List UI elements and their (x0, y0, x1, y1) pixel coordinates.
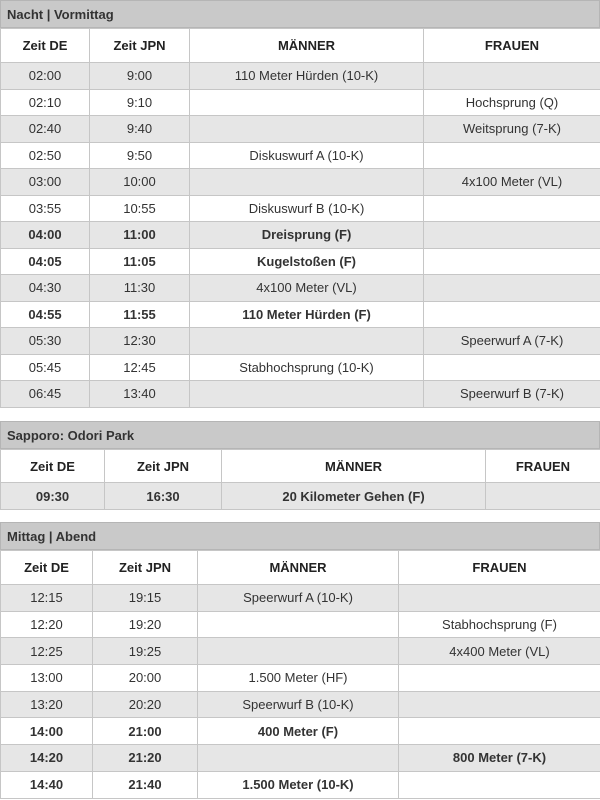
men-event-cell: 1.500 Meter (10-K) (198, 771, 399, 798)
men-event-cell (190, 89, 424, 116)
table-row (1, 718, 600, 745)
time-de-cell: 02:00 (1, 63, 90, 90)
header-zeit-de: Zeit DE (1, 29, 90, 63)
time-jpn-cell: 16:30 (105, 483, 222, 510)
time-de-cell: 02:10 (1, 89, 90, 116)
header-zeit-de: Zeit DE (1, 450, 105, 483)
table-row (1, 63, 600, 90)
table-row (1, 116, 600, 143)
time-de-cell: 09:30 (1, 483, 105, 510)
time-de-cell: 14:40 (1, 771, 93, 798)
men-event-cell (190, 328, 424, 355)
table-row (1, 585, 600, 612)
header-frauen: FRAUEN (486, 450, 600, 483)
table-row (1, 745, 600, 772)
women-event-cell: 4x400 Meter (VL) (399, 638, 600, 665)
time-jpn-cell: 19:15 (93, 585, 198, 612)
time-de-cell: 02:50 (1, 142, 90, 169)
table-row (1, 381, 600, 408)
women-event-cell (424, 142, 600, 169)
schedule-table (0, 449, 600, 510)
table-row (1, 195, 600, 222)
table-row (1, 89, 600, 116)
time-de-cell: 04:05 (1, 248, 90, 275)
time-de-cell: 03:55 (1, 195, 90, 222)
time-jpn-cell: 20:20 (93, 691, 198, 718)
time-de-cell: 02:40 (1, 116, 90, 143)
women-event-cell: 800 Meter (7-K) (399, 745, 600, 772)
table-header-row (1, 450, 600, 483)
table-row (1, 301, 600, 328)
time-de-cell: 13:00 (1, 665, 93, 692)
men-event-cell (190, 381, 424, 408)
time-jpn-cell: 12:30 (90, 328, 190, 355)
men-event-cell: Diskuswurf B (10-K) (190, 195, 424, 222)
table-row (1, 142, 600, 169)
header-zeit-jpn: Zeit JPN (105, 450, 222, 483)
section-title: Sapporo: Odori Park (0, 421, 600, 449)
women-event-cell (399, 585, 600, 612)
time-jpn-cell: 12:45 (90, 354, 190, 381)
time-jpn-cell: 20:00 (93, 665, 198, 692)
schedule-section-midday-evening (0, 522, 600, 799)
men-event-cell: Stabhochsprung (10-K) (190, 354, 424, 381)
section-title: Mittag | Abend (0, 522, 600, 550)
schedule-table (0, 28, 600, 408)
table-row (1, 665, 600, 692)
men-event-cell: 110 Meter Hürden (F) (190, 301, 424, 328)
women-event-cell (424, 195, 600, 222)
women-event-cell: Stabhochsprung (F) (399, 611, 600, 638)
table-row (1, 169, 600, 196)
women-event-cell (424, 222, 600, 249)
men-event-cell (198, 638, 399, 665)
header-maenner: MÄNNER (198, 551, 399, 585)
time-de-cell: 12:25 (1, 638, 93, 665)
men-event-cell: Speerwurf A (10-K) (198, 585, 399, 612)
time-de-cell: 04:30 (1, 275, 90, 302)
women-event-cell (399, 665, 600, 692)
time-jpn-cell: 10:00 (90, 169, 190, 196)
table-row (1, 611, 600, 638)
men-event-cell (198, 745, 399, 772)
time-jpn-cell: 9:40 (90, 116, 190, 143)
men-event-cell: Speerwurf B (10-K) (198, 691, 399, 718)
time-de-cell: 14:00 (1, 718, 93, 745)
men-event-cell: Dreisprung (F) (190, 222, 424, 249)
women-event-cell (486, 483, 600, 510)
time-jpn-cell: 21:00 (93, 718, 198, 745)
time-jpn-cell: 21:40 (93, 771, 198, 798)
table-row (1, 483, 600, 510)
time-de-cell: 12:20 (1, 611, 93, 638)
table-row (1, 248, 600, 275)
men-event-cell: 400 Meter (F) (198, 718, 399, 745)
table-row (1, 328, 600, 355)
women-event-cell: Hochsprung (Q) (424, 89, 600, 116)
time-de-cell: 05:45 (1, 354, 90, 381)
table-row (1, 354, 600, 381)
table-row (1, 275, 600, 302)
time-jpn-cell: 11:00 (90, 222, 190, 249)
women-event-cell: Speerwurf A (7-K) (424, 328, 600, 355)
section-title: Nacht | Vormittag (0, 0, 600, 28)
women-event-cell (424, 354, 600, 381)
time-jpn-cell: 9:50 (90, 142, 190, 169)
women-event-cell (424, 63, 600, 90)
time-jpn-cell: 19:20 (93, 611, 198, 638)
table-row (1, 771, 600, 798)
time-de-cell: 14:20 (1, 745, 93, 772)
women-event-cell (424, 275, 600, 302)
header-maenner: MÄNNER (222, 450, 486, 483)
table-header-row (1, 29, 600, 63)
time-jpn-cell: 11:30 (90, 275, 190, 302)
women-event-cell: 4x100 Meter (VL) (424, 169, 600, 196)
men-event-cell (198, 611, 399, 638)
time-de-cell: 03:00 (1, 169, 90, 196)
men-event-cell: 4x100 Meter (VL) (190, 275, 424, 302)
time-de-cell: 13:20 (1, 691, 93, 718)
time-de-cell: 04:00 (1, 222, 90, 249)
schedule-table (0, 550, 600, 799)
table-row (1, 691, 600, 718)
header-zeit-jpn: Zeit JPN (93, 551, 198, 585)
schedule-section-sapporo (0, 421, 600, 510)
time-jpn-cell: 9:10 (90, 89, 190, 116)
time-jpn-cell: 13:40 (90, 381, 190, 408)
table-header-row (1, 551, 600, 585)
time-jpn-cell: 11:55 (90, 301, 190, 328)
men-event-cell (190, 169, 424, 196)
time-jpn-cell: 10:55 (90, 195, 190, 222)
time-jpn-cell: 9:00 (90, 63, 190, 90)
women-event-cell (399, 691, 600, 718)
women-event-cell: Weitsprung (7-K) (424, 116, 600, 143)
men-event-cell (190, 116, 424, 143)
men-event-cell: 110 Meter Hürden (10-K) (190, 63, 424, 90)
men-event-cell: Kugelstoßen (F) (190, 248, 424, 275)
men-event-cell: 20 Kilometer Gehen (F) (222, 483, 486, 510)
table-row (1, 222, 600, 249)
women-event-cell (399, 718, 600, 745)
women-event-cell: Speerwurf B (7-K) (424, 381, 600, 408)
women-event-cell (424, 248, 600, 275)
women-event-cell (399, 771, 600, 798)
header-zeit-de: Zeit DE (1, 551, 93, 585)
header-frauen: FRAUEN (424, 29, 600, 63)
women-event-cell (424, 301, 600, 328)
time-de-cell: 06:45 (1, 381, 90, 408)
time-jpn-cell: 19:25 (93, 638, 198, 665)
time-jpn-cell: 21:20 (93, 745, 198, 772)
time-de-cell: 05:30 (1, 328, 90, 355)
table-row (1, 638, 600, 665)
time-de-cell: 12:15 (1, 585, 93, 612)
time-jpn-cell: 11:05 (90, 248, 190, 275)
header-maenner: MÄNNER (190, 29, 424, 63)
men-event-cell: 1.500 Meter (HF) (198, 665, 399, 692)
header-frauen: FRAUEN (399, 551, 600, 585)
header-zeit-jpn: Zeit JPN (90, 29, 190, 63)
time-de-cell: 04:55 (1, 301, 90, 328)
men-event-cell: Diskuswurf A (10-K) (190, 142, 424, 169)
